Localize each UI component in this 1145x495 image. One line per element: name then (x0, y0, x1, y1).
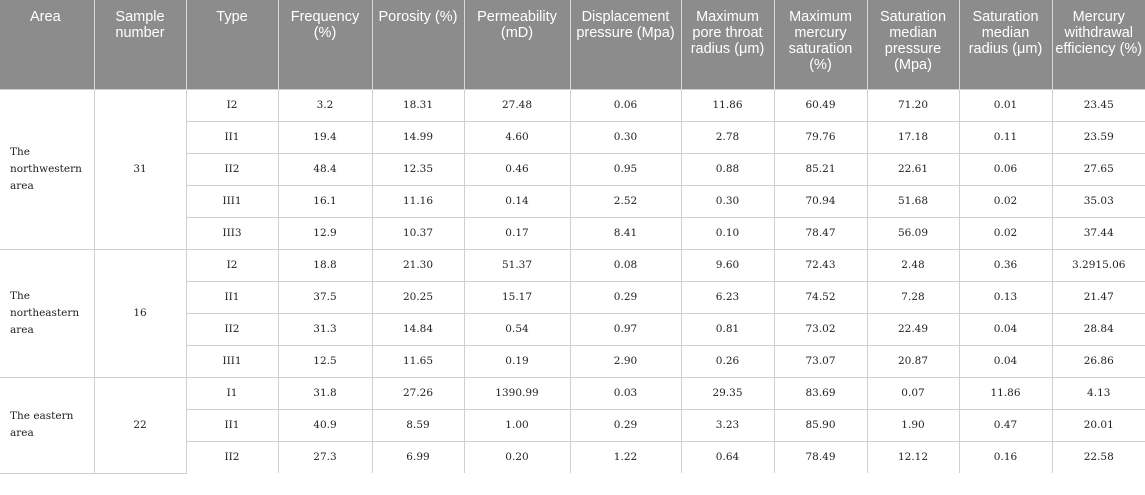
header-frequency: Frequency (%) (278, 0, 372, 89)
permeability-cell: 15.17 (464, 281, 570, 313)
displacement-pressure-cell: 0.95 (570, 153, 681, 185)
mercury-withdrawal-efficiency-cell: 37.44 (1052, 217, 1145, 249)
header-type: Type (186, 0, 278, 89)
sample-number-cell: 16 (94, 249, 186, 377)
porosity-cell: 27.26 (372, 377, 464, 409)
displacement-pressure-cell: 0.29 (570, 281, 681, 313)
displacement-pressure-cell: 0.29 (570, 409, 681, 441)
saturation-median-radius-cell: 0.01 (959, 89, 1052, 121)
porosity-cell: 8.59 (372, 409, 464, 441)
header-porosity: Porosity (%) (372, 0, 464, 89)
max-pore-throat-radius-cell: 11.86 (681, 89, 774, 121)
saturation-median-pressure-cell: 71.20 (867, 89, 959, 121)
type-cell: I1 (186, 377, 278, 409)
frequency-cell: 19.4 (278, 121, 372, 153)
max-pore-throat-radius-cell: 3.23 (681, 409, 774, 441)
permeability-cell: 51.37 (464, 249, 570, 281)
saturation-median-pressure-cell: 1.90 (867, 409, 959, 441)
porosity-cell: 12.35 (372, 153, 464, 185)
frequency-cell: 27.3 (278, 441, 372, 473)
max-mercury-saturation-cell: 78.47 (774, 217, 867, 249)
max-mercury-saturation-cell: 83.69 (774, 377, 867, 409)
mercury-withdrawal-efficiency-cell: 23.45 (1052, 89, 1145, 121)
saturation-median-radius-cell: 0.06 (959, 153, 1052, 185)
type-cell: II1 (186, 121, 278, 153)
type-cell: III1 (186, 345, 278, 377)
mercury-withdrawal-efficiency-cell: 26.86 (1052, 345, 1145, 377)
header-sample-number: Sample number (94, 0, 186, 89)
max-mercury-saturation-cell: 73.02 (774, 313, 867, 345)
max-pore-throat-radius-cell: 0.10 (681, 217, 774, 249)
saturation-median-radius-cell: 0.11 (959, 121, 1052, 153)
mercury-withdrawal-efficiency-cell: 28.84 (1052, 313, 1145, 345)
max-pore-throat-radius-cell: 29.35 (681, 377, 774, 409)
header-max-mercury-saturation: Maximum mercury saturation (%) (774, 0, 867, 89)
max-mercury-saturation-cell: 72.43 (774, 249, 867, 281)
saturation-median-pressure-cell: 22.61 (867, 153, 959, 185)
saturation-median-pressure-cell: 17.18 (867, 121, 959, 153)
permeability-cell: 0.46 (464, 153, 570, 185)
saturation-median-pressure-cell: 7.28 (867, 281, 959, 313)
saturation-median-radius-cell: 0.47 (959, 409, 1052, 441)
max-mercury-saturation-cell: 70.94 (774, 185, 867, 217)
header-displacement-pressure: Displacement pressure (Mpa) (570, 0, 681, 89)
table-row (0, 89, 1145, 121)
frequency-cell: 12.5 (278, 345, 372, 377)
saturation-median-radius-cell: 0.02 (959, 217, 1052, 249)
displacement-pressure-cell: 0.08 (570, 249, 681, 281)
porosity-cell: 14.99 (372, 121, 464, 153)
porosity-cell: 18.31 (372, 89, 464, 121)
frequency-cell: 31.8 (278, 377, 372, 409)
saturation-median-pressure-cell: 20.87 (867, 345, 959, 377)
header-saturation-median-pressure: Saturation median pressure (Mpa) (867, 0, 959, 89)
mercury-withdrawal-efficiency-cell: 27.65 (1052, 153, 1145, 185)
mercury-withdrawal-efficiency-cell: 20.01 (1052, 409, 1145, 441)
sample-number-cell: 31 (94, 89, 186, 249)
area-cell: The eastern area (0, 377, 94, 473)
permeability-cell: 0.14 (464, 185, 570, 217)
header-row (0, 0, 1145, 89)
porosity-cell: 21.30 (372, 249, 464, 281)
permeability-cell: 1.00 (464, 409, 570, 441)
frequency-cell: 37.5 (278, 281, 372, 313)
header-permeability: Permeability (mD) (464, 0, 570, 89)
area-cell: The northeastern area (0, 249, 94, 377)
max-pore-throat-radius-cell: 0.81 (681, 313, 774, 345)
max-pore-throat-radius-cell: 6.23 (681, 281, 774, 313)
table-body (0, 89, 1145, 473)
permeability-cell: 0.54 (464, 313, 570, 345)
saturation-median-pressure-cell: 22.49 (867, 313, 959, 345)
saturation-median-radius-cell: 0.04 (959, 345, 1052, 377)
saturation-median-pressure-cell: 2.48 (867, 249, 959, 281)
saturation-median-pressure-cell: 12.12 (867, 441, 959, 473)
type-cell: II2 (186, 153, 278, 185)
frequency-cell: 16.1 (278, 185, 372, 217)
max-mercury-saturation-cell: 73.07 (774, 345, 867, 377)
displacement-pressure-cell: 0.06 (570, 89, 681, 121)
frequency-cell: 3.2 (278, 89, 372, 121)
max-pore-throat-radius-cell: 0.64 (681, 441, 774, 473)
type-cell: III3 (186, 217, 278, 249)
max-mercury-saturation-cell: 60.49 (774, 89, 867, 121)
frequency-cell: 18.8 (278, 249, 372, 281)
table-row (0, 249, 1145, 281)
porosity-cell: 20.25 (372, 281, 464, 313)
frequency-cell: 12.9 (278, 217, 372, 249)
max-mercury-saturation-cell: 85.90 (774, 409, 867, 441)
saturation-median-radius-cell: 0.13 (959, 281, 1052, 313)
saturation-median-pressure-cell: 51.68 (867, 185, 959, 217)
sample-number-cell: 22 (94, 377, 186, 473)
type-cell: II2 (186, 313, 278, 345)
displacement-pressure-cell: 0.30 (570, 121, 681, 153)
max-pore-throat-radius-cell: 9.60 (681, 249, 774, 281)
max-pore-throat-radius-cell: 2.78 (681, 121, 774, 153)
table-row (0, 377, 1145, 409)
saturation-median-pressure-cell: 0.07 (867, 377, 959, 409)
header-area: Area (0, 0, 94, 89)
type-cell: II2 (186, 441, 278, 473)
saturation-median-pressure-cell: 56.09 (867, 217, 959, 249)
header-saturation-median-radius: Saturation median radius (μm) (959, 0, 1052, 89)
max-pore-throat-radius-cell: 0.88 (681, 153, 774, 185)
type-cell: II1 (186, 281, 278, 313)
saturation-median-radius-cell: 0.02 (959, 185, 1052, 217)
area-cell: The northwestern area (0, 89, 94, 249)
permeability-cell: 0.20 (464, 441, 570, 473)
mercury-withdrawal-efficiency-cell: 23.59 (1052, 121, 1145, 153)
permeability-cell: 1390.99 (464, 377, 570, 409)
permeability-cell: 0.17 (464, 217, 570, 249)
displacement-pressure-cell: 2.90 (570, 345, 681, 377)
mercury-withdrawal-efficiency-cell: 4.13 (1052, 377, 1145, 409)
saturation-median-radius-cell: 0.04 (959, 313, 1052, 345)
frequency-cell: 40.9 (278, 409, 372, 441)
porosity-cell: 11.65 (372, 345, 464, 377)
type-cell: II1 (186, 409, 278, 441)
permeability-cell: 27.48 (464, 89, 570, 121)
displacement-pressure-cell: 0.03 (570, 377, 681, 409)
max-mercury-saturation-cell: 85.21 (774, 153, 867, 185)
saturation-median-radius-cell: 0.36 (959, 249, 1052, 281)
header-max-pore-throat-radius: Maximum pore throat radius (μm) (681, 0, 774, 89)
type-cell: I2 (186, 249, 278, 281)
porosity-cell: 11.16 (372, 185, 464, 217)
max-mercury-saturation-cell: 74.52 (774, 281, 867, 313)
permeability-cell: 0.19 (464, 345, 570, 377)
max-mercury-saturation-cell: 79.76 (774, 121, 867, 153)
porosity-cell: 6.99 (372, 441, 464, 473)
mercury-withdrawal-efficiency-cell: 21.47 (1052, 281, 1145, 313)
frequency-cell: 31.3 (278, 313, 372, 345)
porosity-cell: 14.84 (372, 313, 464, 345)
mercury-withdrawal-efficiency-cell: 3.2915.06 (1052, 249, 1145, 281)
type-cell: I2 (186, 89, 278, 121)
mercury-withdrawal-efficiency-cell: 22.58 (1052, 441, 1145, 473)
saturation-median-radius-cell: 11.86 (959, 377, 1052, 409)
mercury-withdrawal-efficiency-cell: 35.03 (1052, 185, 1145, 217)
displacement-pressure-cell: 2.52 (570, 185, 681, 217)
displacement-pressure-cell: 8.41 (570, 217, 681, 249)
saturation-median-radius-cell: 0.16 (959, 441, 1052, 473)
type-cell: III1 (186, 185, 278, 217)
permeability-cell: 4.60 (464, 121, 570, 153)
displacement-pressure-cell: 1.22 (570, 441, 681, 473)
porosity-cell: 10.37 (372, 217, 464, 249)
frequency-cell: 48.4 (278, 153, 372, 185)
header-mercury-withdrawal-efficiency: Mercury withdrawal efficiency (%) (1052, 0, 1145, 89)
max-pore-throat-radius-cell: 0.26 (681, 345, 774, 377)
displacement-pressure-cell: 0.97 (570, 313, 681, 345)
max-pore-throat-radius-cell: 0.30 (681, 185, 774, 217)
max-mercury-saturation-cell: 78.49 (774, 441, 867, 473)
